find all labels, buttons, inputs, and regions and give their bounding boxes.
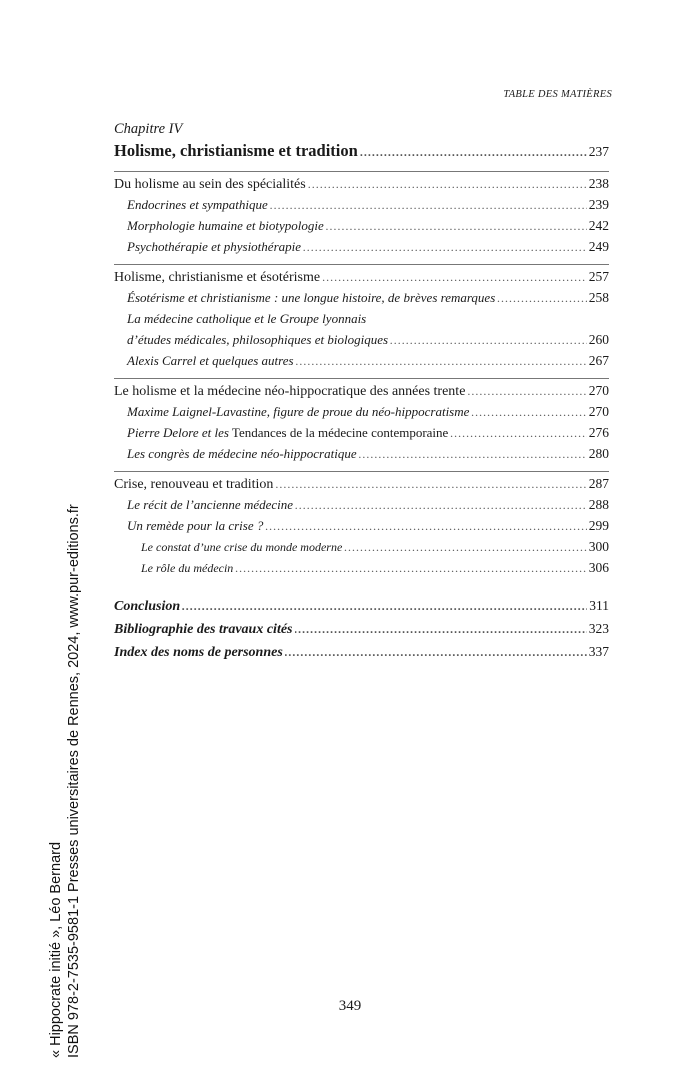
toc-subsection [114,497,609,518]
leader-dots [182,599,587,615]
toc-subsection [114,353,609,374]
leader-dots [295,622,587,638]
subsection-title-line: La médecine catholique et le Groupe lyonnais [127,311,367,326]
page-ref: 299 [588,518,609,533]
leader-dots [235,561,586,576]
page-ref: 270 [588,383,609,398]
subsection-title: Maxime Laignel-Lavastine, figure de proue du néo-hippocratisme [127,404,470,419]
page-ref: 270 [588,404,609,419]
toc-subsection [114,239,609,260]
toc-subsection [114,290,609,311]
toc-section [114,383,609,404]
subsection-title: Le récit de l’ancienne médecine [127,497,294,512]
toc-subsection [114,332,609,353]
toc-subsection [114,518,609,539]
subsection-title: Ésotérisme et christianisme : une longue histoire, de brèves remarques [127,290,496,305]
leader-dots [471,404,586,420]
toc-section [114,176,609,197]
margin-note-line: ISBN 978-2-7535-9581-1 Presses universitaires de Rennes, 2024, www.pur-editions.fr [66,504,82,1058]
toc-section [114,269,609,290]
subsection-title: Les congrès de médecine néo-hippocratique [127,446,357,461]
page-ref: 323 [588,621,609,636]
leader-dots [270,197,587,213]
page-ref: 267 [588,353,609,368]
page-number: 349 [338,998,362,1014]
chapter-title: Holisme, christianisme et tradition [114,141,358,160]
subsection-title: d’études médicales, philosophiques et biologiques [127,332,389,347]
page-ref: 237 [588,144,609,159]
leader-dots [303,239,587,255]
section-title: Crise, renouveau et tradition [114,477,274,492]
leader-dots [285,645,587,661]
subsection-title: Psychothérapie et physiothérapie [127,239,302,254]
page-ref: 311 [589,598,609,613]
toc-subsection [114,404,609,425]
page-ref: 258 [588,290,609,305]
leader-dots [360,141,587,161]
page-ref: 306 [588,560,609,575]
page-ref: 288 [588,497,609,512]
page-ref: 242 [588,218,609,233]
page-ref: 260 [588,332,609,347]
toc-subsection [114,425,609,446]
subsection-title-part: Pierre Delore et les [127,425,229,440]
toc-section [114,476,609,497]
toc-subsubsection [114,539,609,560]
subsection-title: Endocrines et sympathique [127,197,268,212]
toc-subsubsection [114,560,609,581]
leader-dots [265,518,586,534]
divider [114,378,609,379]
page-ref: 239 [588,197,609,212]
subsection-title: Morphologie humaine et biotypologie [127,218,324,233]
toc-back-matter [114,621,609,644]
toc-back-matter [114,598,609,621]
leader-dots [296,353,587,369]
back-matter-title: Index des noms de personnes [114,645,283,660]
chapter-label: Chapitre IV [114,121,183,137]
page-ref: 249 [588,239,609,254]
leader-dots [390,332,587,348]
page-ref: 300 [588,539,609,554]
leader-dots [359,446,587,462]
divider [114,264,609,265]
section-title: Du holisme au sein des spécialités [114,177,306,192]
leader-dots [326,218,587,234]
divider [114,171,609,172]
leader-dots [344,540,586,555]
table-of-contents [114,121,609,667]
section-title: Holisme, christianisme et ésotérisme [114,270,321,285]
subsubsection-title: Le constat d’une crise du monde moderne [141,540,343,554]
subsection-title: Un remède pour la crise ? [127,518,264,533]
leader-dots [497,290,586,306]
leader-dots [295,497,587,513]
subsubsection-title: Le rôle du médecin [141,561,234,575]
subsection-title [127,425,448,441]
chapter-title-row [114,141,609,167]
page-ref: 287 [588,476,609,491]
divider [114,471,609,472]
back-matter-title: Conclusion [114,599,181,614]
leader-dots [467,384,586,400]
subsection-title: Alexis Carrel et quelques autres [127,353,294,368]
page-ref: 257 [588,269,609,284]
leader-dots [275,477,586,493]
toc-subsection [114,197,609,218]
page-ref: 238 [588,176,609,191]
toc-subsection [114,446,609,467]
margin-note-line: « Hippocrate initié », Léo Bernard [48,841,64,1058]
leader-dots [450,425,586,441]
page-ref: 276 [588,425,609,440]
page-ref: 280 [588,446,609,461]
leader-dots [308,177,587,193]
section-title: Le holisme et la médecine néo-hippocratique des années trente [114,384,466,399]
running-head: TABLE DES MATIÈRES [503,89,612,100]
page-ref: 337 [588,644,609,659]
toc-subsection [114,218,609,239]
work-title: Tendances de la médecine contemporaine [228,425,449,440]
copyright-margin-note [47,504,83,1058]
back-matter-title: Bibliographie des travaux cités [114,622,293,637]
leader-dots [322,270,587,286]
toc-back-matter [114,644,609,667]
